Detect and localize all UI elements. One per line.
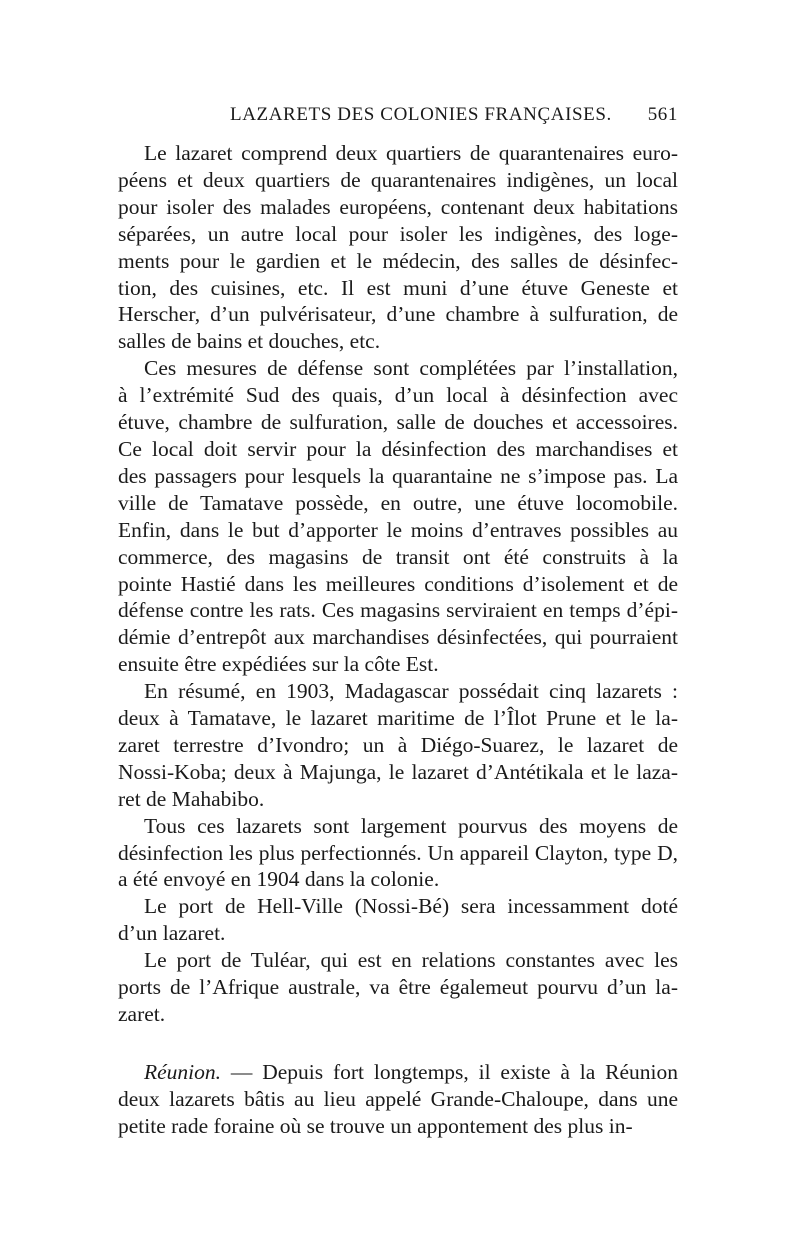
text-line: Le port de Hell-Ville (Nossi-Bé) sera incessamment doté <box>144 894 678 919</box>
text-line: pointe Hastié dans les meilleures conditions d’isolement et de <box>118 571 678 596</box>
text-line: Tous ces lazarets sont largement pourvus des moyens de <box>144 813 678 838</box>
text-line <box>118 1059 678 1086</box>
text-line: d’un lazaret. <box>118 921 226 946</box>
paragraph <box>118 813 678 894</box>
text-line: ments pour le gardien et le médecin, des salles de désinfec- <box>118 248 678 273</box>
text-line: pour isoler des malades européens, contenant deux habitations <box>118 194 678 219</box>
text-line: Le lazaret comprend deux quartiers de quarantenaires euro- <box>144 141 678 165</box>
text-line: ville de Tamatave possède, en outre, une étuve locomobile. <box>118 490 678 515</box>
section-line-text: — Depuis fort longtemps, il existe à la Réunion <box>230 1059 679 1084</box>
text-line: séparées, un autre local pour isoler les indigènes, des loge- <box>118 221 678 246</box>
text-line: étuve, chambre de sulfuration, salle de douches et accessoires. <box>118 410 678 435</box>
text-line: deux à Tamatave, le lazaret maritime de l’Îlot Prune et le la- <box>118 706 678 731</box>
text-line: commerce, des magasins de transit ont été construits à la <box>118 544 678 569</box>
page-number: 561 <box>647 104 678 125</box>
paragraph <box>118 355 678 678</box>
text-line: défense contre les rats. Ces magasins serviraient en temps d’épi- <box>118 598 678 623</box>
text-line: Ce local doit servir pour la désinfection des marchandises et <box>118 436 678 461</box>
text-line: En résumé, en 1903, Madagascar possédait cinq lazarets : <box>144 679 678 704</box>
text-line: Le port de Tuléar, qui est en relations constantes avec les <box>144 948 678 973</box>
text-line: Ces mesures de défense sont complétées par l’installation, <box>144 356 678 381</box>
paragraph <box>118 893 678 947</box>
text-line: Enfin, dans le but d’apporter le moins d’entraves possibles au <box>118 517 678 542</box>
section-gap <box>118 1028 678 1059</box>
text-line: des passagers pour lesquels la quarantaine ne s’impose pas. La <box>118 463 678 488</box>
paragraph <box>118 947 678 1028</box>
paragraph <box>118 678 678 813</box>
text-line: zaret. <box>118 1002 166 1026</box>
text-line: Nossi-Koba; deux à Majunga, le lazaret d’Antétikala et le laza- <box>118 759 678 784</box>
text-line: démie d’entrepôt aux marchandises désinfectées, qui pourraient <box>118 625 678 650</box>
text-line: a été envoyé en 1904 dans la colonie. <box>118 867 440 892</box>
text-line: ports de l’Afrique australe, va être égalemeut pourvu d’un la- <box>118 975 678 1000</box>
text-line: désinfection les plus perfectionnés. Un appareil Clayton, type D, <box>118 840 678 865</box>
text-line: salles de bains et douches, etc. <box>118 329 381 354</box>
text-line: zaret terrestre d’Ivondro; un à Diégo-Suarez, le lazaret de <box>118 732 678 757</box>
text-line: tion, des cuisines, etc. Il est muni d’une étuve Geneste et <box>118 275 678 300</box>
paragraph <box>118 140 678 355</box>
body-text <box>118 140 678 1140</box>
text-line: Herscher, d’un pulvérisateur, d’une chambre à sulfuration, de <box>118 302 678 327</box>
text-line: ensuite être expédiées sur la côte Est. <box>118 652 439 677</box>
text-line: deux lazarets bâtis au lieu appelé Grande-Chaloupe, dans une <box>118 1086 678 1111</box>
text-line: petite rade foraine où se trouve un appontement des plus in- <box>118 1113 633 1138</box>
section-heading: Réunion. <box>144 1059 222 1084</box>
text-line: ret de Mahabibo. <box>118 786 265 811</box>
text-line: péens et deux quartiers de quarantenaires indigènes, un local <box>118 167 678 192</box>
text-line: à l’extrémité Sud des quais, d’un local à désinfection avec <box>118 383 678 408</box>
section-reunion <box>118 1059 678 1140</box>
running-title: LAZARETS DES COLONIES FRANÇAISES. <box>230 104 612 125</box>
